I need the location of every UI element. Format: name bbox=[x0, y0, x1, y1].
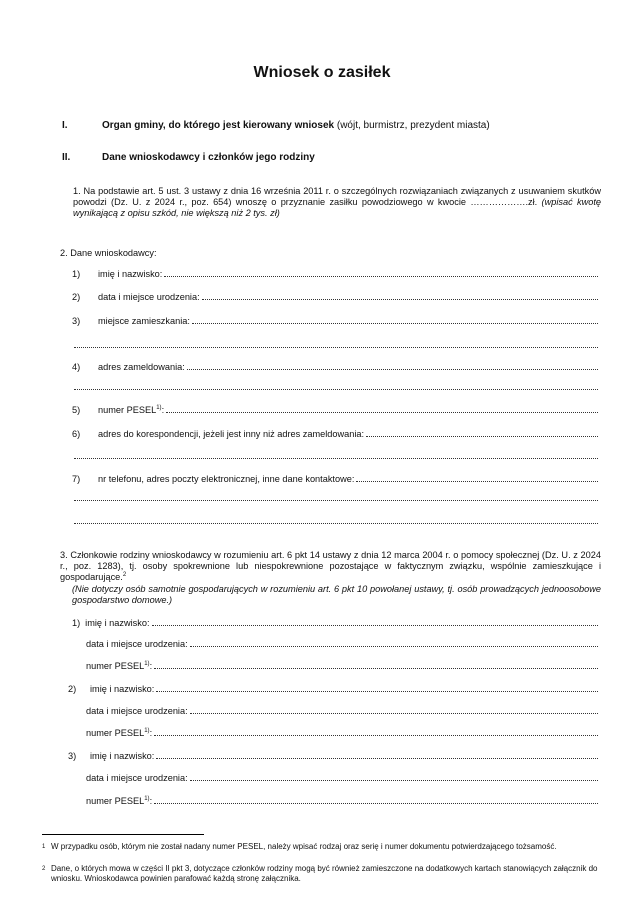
field-label: data i miejsce urodzenia: bbox=[86, 706, 188, 716]
footnote-separator bbox=[42, 834, 204, 835]
applicant-pesel-field[interactable] bbox=[72, 404, 598, 416]
applicant-registration-field[interactable] bbox=[72, 361, 598, 373]
field-number: 1) bbox=[72, 269, 81, 279]
member-2-birth-field[interactable] bbox=[86, 705, 598, 717]
footnote-mark: 2 bbox=[42, 866, 46, 872]
fill-line-continuation[interactable] bbox=[74, 522, 598, 524]
footnote-2 bbox=[42, 864, 602, 884]
member-1-birth-field[interactable] bbox=[86, 638, 598, 650]
footnote-ref-1: 1) bbox=[144, 660, 150, 667]
field-label-colon: : bbox=[149, 661, 153, 671]
applicant-birth-field[interactable] bbox=[72, 291, 598, 303]
point-1-paragraph bbox=[73, 186, 601, 219]
member-2-pesel-field[interactable] bbox=[86, 727, 598, 739]
fill-line[interactable] bbox=[156, 683, 598, 692]
field-label bbox=[94, 405, 166, 416]
point-2-heading: 2. Dane wnioskodawcy: bbox=[60, 248, 157, 258]
fill-line-continuation[interactable] bbox=[74, 346, 598, 348]
fill-line[interactable] bbox=[154, 727, 598, 736]
fill-line-continuation[interactable] bbox=[74, 499, 598, 501]
fill-line[interactable] bbox=[190, 705, 598, 714]
footnote-text: W przypadku osób, którym nie został nadany numer PESEL, należy wpisać rodzaj oraz serię i numer dokumentu potwierdzającego tożsamość. bbox=[51, 842, 557, 851]
field-label-text: numer PESEL bbox=[86, 796, 145, 806]
field-label-colon: : bbox=[161, 405, 165, 415]
field-label: data i miejsce urodzenia: bbox=[98, 292, 200, 302]
field-label bbox=[86, 661, 154, 672]
fill-line[interactable] bbox=[190, 638, 598, 647]
field-label: data i miejsce urodzenia: bbox=[86, 639, 188, 649]
footnote-1 bbox=[42, 842, 602, 852]
fill-line[interactable] bbox=[202, 291, 598, 300]
member-1-pesel-field[interactable] bbox=[86, 660, 598, 672]
point-1-text: 1. Na podstawie art. 5 ust. 3 ustawy z dnia 16 września 2011 r. o szczególnych rozwiązaniach związanych z usuwaniem skutków powodzi (Dz. U. z 2024 r., poz. 654) wnoszę o przyznanie zasiłku powodziowego w kwocie ……………….zł. bbox=[73, 186, 601, 207]
point-3-text: 3. Członkowie rodziny wnioskodawcy w rozumieniu art. 6 pkt 14 ustawy z dnia 12 marca 2004 r. o pomocy społecznej (Dz. U. z 2024 r., poz. 1283), tj. osoby spokrewnione lub niespokrewnione pozostające w faktycznym związku, wspólnie zamieszkujące i gospodarujące. bbox=[60, 550, 601, 582]
field-label bbox=[86, 796, 154, 807]
fill-line[interactable] bbox=[154, 795, 598, 804]
member-3-pesel-field[interactable] bbox=[86, 795, 598, 807]
member-number: 3) bbox=[68, 751, 77, 761]
footnote-mark: 1 bbox=[42, 844, 46, 850]
field-label bbox=[86, 728, 154, 739]
field-label: data i miejsce urodzenia: bbox=[86, 773, 188, 783]
member-2-name-field[interactable] bbox=[68, 683, 598, 695]
section-1-label bbox=[102, 120, 490, 131]
field-label-text: numer PESEL bbox=[98, 405, 157, 415]
field-label: imię i nazwisko: bbox=[90, 751, 155, 761]
fill-line[interactable] bbox=[187, 361, 598, 370]
member-3-name-field[interactable] bbox=[68, 750, 598, 762]
fill-line[interactable] bbox=[156, 750, 598, 759]
section-2-label: Dane wnioskodawcy i członków jego rodziny bbox=[102, 152, 315, 163]
applicant-contact-field[interactable] bbox=[72, 473, 598, 485]
footnote-ref-2: 2 bbox=[122, 571, 127, 578]
section-1-label-note: (wójt, burmistrz, prezydent miasta) bbox=[334, 120, 490, 131]
section-1 bbox=[62, 120, 582, 134]
field-number: 4) bbox=[72, 362, 81, 372]
field-label: nr telefonu, adres poczty elektronicznej, inne dane kontaktowe: bbox=[98, 474, 355, 484]
fill-line[interactable] bbox=[356, 473, 598, 482]
field-label: miejsce zamieszkania: bbox=[98, 316, 190, 326]
field-label: adres do korespondencji, jeżeli jest inny niż adres zameldowania: bbox=[98, 429, 365, 439]
field-number: 2) bbox=[72, 292, 81, 302]
field-label: imię i nazwisko: bbox=[90, 684, 155, 694]
section-1-number: I. bbox=[62, 120, 68, 131]
applicant-residence-field[interactable] bbox=[72, 315, 598, 327]
field-label: adres zameldowania: bbox=[98, 362, 185, 372]
applicant-name-field[interactable] bbox=[72, 268, 598, 280]
section-2 bbox=[62, 152, 582, 166]
field-label-colon: : bbox=[149, 728, 153, 738]
fill-line[interactable] bbox=[164, 268, 598, 277]
point-3-paragraph bbox=[60, 550, 601, 583]
footnote-ref-1: 1) bbox=[156, 404, 162, 411]
page-title: Wniosek o zasiłek bbox=[253, 64, 391, 81]
footnote-ref-1: 1) bbox=[144, 795, 150, 802]
field-label-text: numer PESEL bbox=[86, 661, 145, 671]
applicant-correspondence-field[interactable] bbox=[72, 428, 598, 440]
field-number: 3) bbox=[72, 316, 81, 326]
field-number: 7) bbox=[72, 474, 81, 484]
fill-line[interactable] bbox=[192, 315, 598, 324]
field-label-text: numer PESEL bbox=[86, 728, 145, 738]
fill-line[interactable] bbox=[166, 404, 598, 413]
fill-line[interactable] bbox=[152, 617, 598, 626]
fill-line[interactable] bbox=[366, 428, 598, 437]
section-2-number: II. bbox=[62, 152, 71, 163]
footnote-text: Dane, o których mowa w części II pkt 3, dotyczące członków rodziny mogą być również zamieszczone na dodatkowych kartach stanowiących załącznik do wniosku. Wnioskodawca powinien parafować każdą stronę załącznika. bbox=[51, 864, 598, 883]
section-1-label-bold: Organ gminy, do którego jest kierowany wniosek bbox=[102, 120, 335, 131]
member-3-birth-field[interactable] bbox=[86, 772, 598, 784]
member-number: 1) bbox=[72, 618, 81, 628]
field-number: 6) bbox=[72, 429, 81, 439]
fill-line-continuation[interactable] bbox=[74, 388, 598, 390]
field-number: 5) bbox=[72, 405, 81, 415]
point-1-note: (wpisać kwotę wynikającą z opisu szkód, nie większą niż 2 tys. zł) bbox=[73, 197, 601, 218]
fill-line[interactable] bbox=[154, 660, 598, 669]
footnote-ref-1: 1) bbox=[144, 727, 150, 734]
fill-line[interactable] bbox=[190, 772, 598, 781]
field-label: imię i nazwisko: bbox=[98, 269, 163, 279]
member-number: 2) bbox=[68, 684, 77, 694]
fill-line-continuation[interactable] bbox=[74, 457, 598, 459]
field-label-colon: : bbox=[149, 796, 153, 806]
point-3-note: (Nie dotyczy osób samotnie gospodarujących w rozumieniu art. 6 pkt 10 powołanej ustawy, tj. osób prowadzących jednoosobowe gospodarstwo domowe.) bbox=[72, 584, 601, 605]
member-1-name-field[interactable] bbox=[72, 617, 598, 629]
field-label: imię i nazwisko: bbox=[85, 618, 150, 628]
